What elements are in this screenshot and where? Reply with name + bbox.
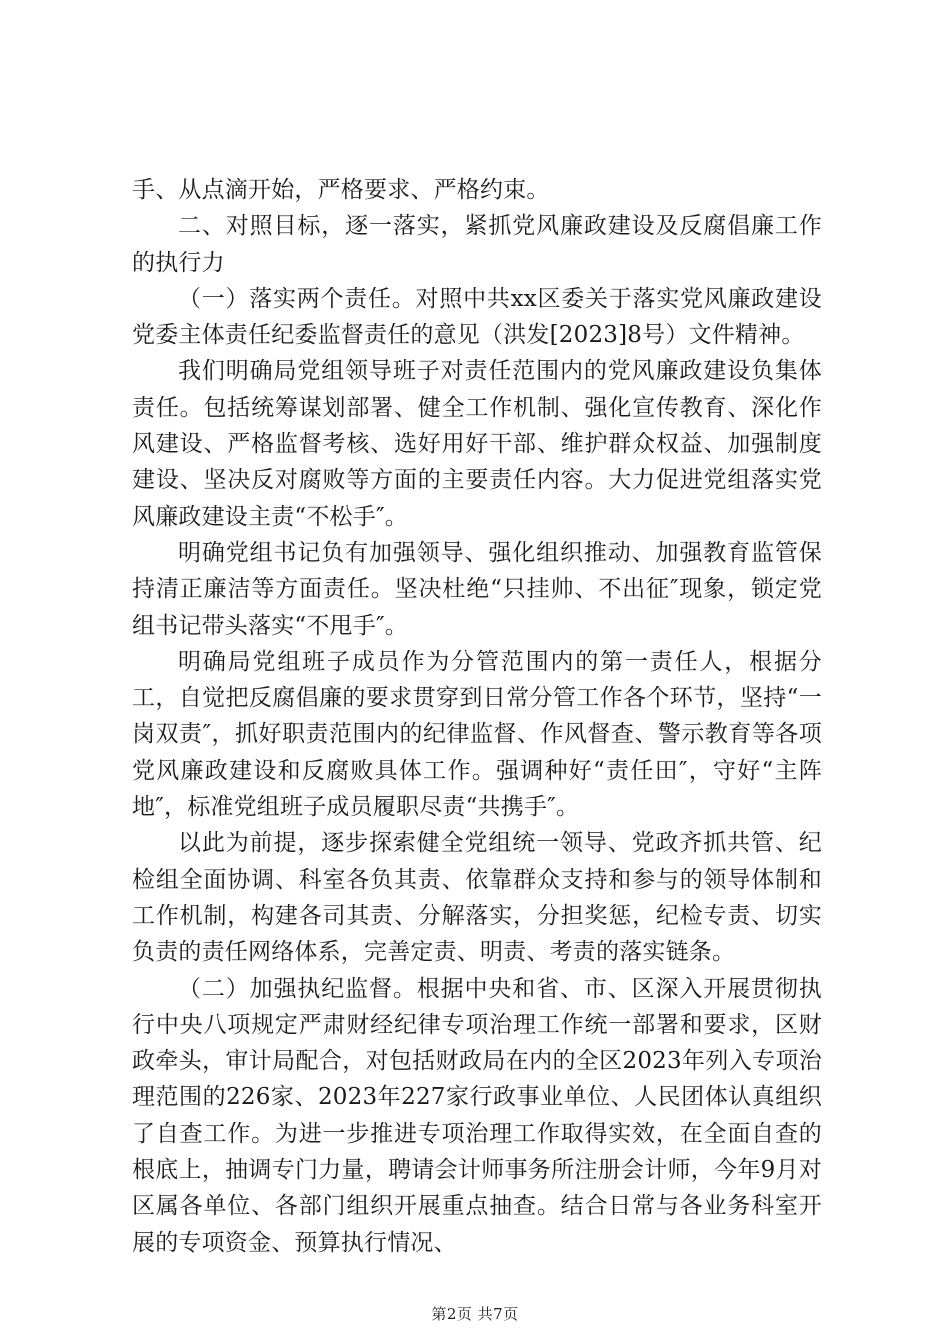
paragraph: 我们明确局党组领导班子对责任范围内的党风廉政建设负集体责任。包括统筹谋划部署、健全工作机制、强化宣传教育、深化作风建设、严格监督考核、选好用好干部、维护群众权益、加强制度建设、坚决反对腐败等方面的主要责任内容。大力促进党组落实党风廉政建设主责“不松手″。: [132, 358, 822, 530]
section-heading: 二、对照目标，逐一落实，紧抓党风廉政建设及反腐倡廉工作的执行力: [132, 213, 822, 276]
page-number-footer: 第2页 共7页: [431, 1305, 519, 1323]
paragraph: （一）落实两个责任。对照中共xx区委关于落实党风廉政建设党委主体责任纪委监督责任的意见（洪发[2023]8号）文件精神。: [132, 285, 822, 349]
paragraph: 明确局党组班子成员作为分管范围内的第一责任人，根据分工，自觉把反腐倡廉的要求贯穿到日常分管工作各个环节，坚持“一岗双责″，抓好职责范围内的纪律监督、作风督查、警示教育等各项党风廉政建设和反腐败具体工作。强调种好“责任田″，守好“主阵地″，标准党组班子成员履职尽责“共携手″。: [132, 648, 822, 821]
document-body: [132, 172, 822, 1261]
paragraph: 明确党组书记负有加强领导、强化组织推动、加强教育监管保持清正廉洁等方面责任。坚决杜绝“只挂帅、不出征″现象，锁定党组书记带头落实“不甩手″。: [132, 539, 822, 639]
paragraph: 手、从点滴开始，严格要求、严格约束。: [132, 177, 550, 203]
paragraph: 以此为前提，逐步探索健全党组统一领导、党政齐抓共管、纪检组全面协调、科室各负其责、依靠群众支持和参与的领导体制和工作机制，构建各司其责、分解落实，分担奖惩，纪检专责、切实负责的责任网络体系，完善定责、明责、考责的落实链条。: [132, 830, 822, 966]
paragraph: （二）加强执纪监督。根据中央和省、市、区深入开展贯彻执行中央八项规定严肃财经纪律专项治理工作统一部署和要求，区财政牵头，审计局配合，对包括财政局在内的全区2023年列入专项治理范围的226家、2023年227家行政事业单位、人民团体认真组织了自查工作。为进一步推进专项治理工作取得实效，在全面自查的根底上，抽调专门力量，聘请会计师事务所注册会计师，今年9月对区属各单位、各部门组织开展重点抽查。结合日常与各业务科室开展的专项资金、预算执行情况、: [132, 975, 822, 1256]
